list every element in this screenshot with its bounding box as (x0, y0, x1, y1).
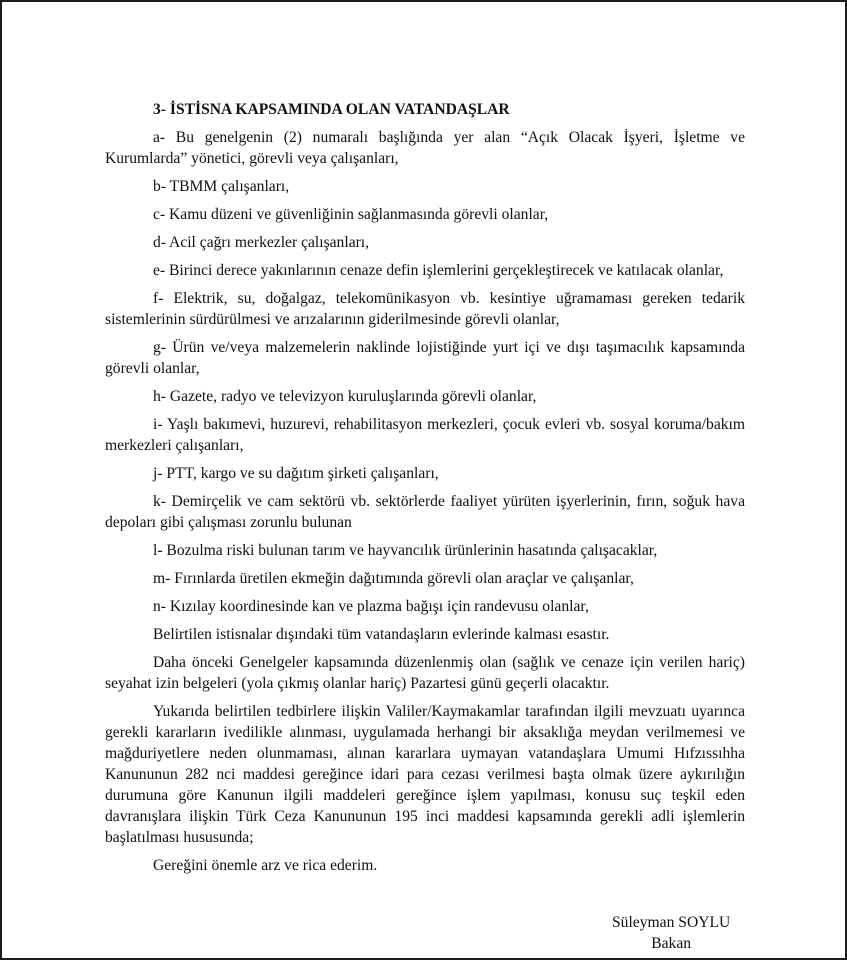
list-item-j: j- PTT, kargo ve su dağıtım şirketi çalışanları, (153, 465, 439, 482)
paragraph-exceptions-note: Belirtilen istisnalar dışındaki tüm vatandaşların evlerinde kalması esastır. (153, 626, 610, 643)
signature-title: Bakan (651, 935, 692, 952)
list-item-e: e- Birinci derece yakınlarının cenaze defin işlemlerini gerçekleştirecek ve katılacak olanlar, (153, 262, 724, 279)
list-item-k: k- Demirçelik ve cam sektörü vb. sektörlerde faaliyet yürüten işyerlerinin, fırın, soğuk hava depoları gibi çalışması zorunlu bulunan (105, 493, 745, 531)
paragraph-travel-permits: Daha önceki Genelgeler kapsamında düzenlenmiş olan (sağlık ve cenaze için verilen hariç) seyahat izin belgeleri (yola çıkmış olanlar hariç) Pazartesi günü geçerli olacaktır. (105, 654, 745, 692)
signature-block (612, 912, 730, 954)
list-item-n: n- Kızılay koordinesinde kan ve plazma bağışı için randevusu olanlar, (153, 598, 589, 615)
document-body (105, 99, 745, 883)
list-item-g: g- Ürün ve/veya malzemelerin naklinde lojistiğinde yurt içi ve dışı taşımacılık kapsamında görevli olanlar, (105, 339, 745, 377)
section-heading: 3- İSTİSNA KAPSAMINDA OLAN VATANDAŞLAR (153, 101, 510, 118)
list-item-f: f- Elektrik, su, doğalgaz, telekomünikasyon vb. kesintiye uğramaması gereken tedarik sistemlerinin sürdürülmesi ve arızalarının giderilmesinde görevli olanlar, (105, 290, 745, 328)
list-item-m: m- Fırınlarda üretilen ekmeğin dağıtımında görevli olan araçlar ve çalışanlar, (153, 570, 634, 587)
paragraph-enforcement: Yukarıda belirtilen tedbirlere ilişkin Valiler/Kaymakamlar tarafından ilgili mevzuatı uyarınca gerekli kararların ivedilikle alınması, uygulamada herhangi bir aksaklığa meydan verilmemesi ve mağduriyetlere neden olunmaması, alınan kararlara uymayan vatandaşlara Umumi Hıfzıssıhha Kanununun 282 nci maddesi gereğince idari para cezası verilmesi başta olmak üzere aykırılığın durumuna göre Kanunun ilgili maddeleri gereğince işlem yapılması, konusu suç teşkil eden davranışlara ilişkin Türk Ceza Kanununun 195 inci maddesi kapsamında gerekli adli işlemlerin başlatılması hususunda; (105, 703, 745, 846)
list-item-a: a- Bu genelgenin (2) numaralı başlığında yer alan “Açık Olacak İşyeri, İşletme ve Kurumlarda” yönetici, görevli veya çalışanları, (105, 129, 745, 167)
paragraph-closing: Gereğini önemle arz ve rica ederim. (153, 857, 378, 874)
signature-name: Süleyman SOYLU (612, 914, 731, 931)
list-item-d: d- Acil çağrı merkezler çalışanları, (153, 234, 370, 251)
list-item-l: l- Bozulma riski bulunan tarım ve hayvancılık ürünlerinin hasatında çalışacaklar, (153, 542, 658, 559)
list-item-i: i- Yaşlı bakımevi, huzurevi, rehabilitasyon merkezleri, çocuk evleri vb. sosyal koruma/bakım merkezleri çalışanları, (105, 416, 745, 454)
list-item-h: h- Gazete, radyo ve televizyon kuruluşlarında görevli olanlar, (153, 388, 537, 405)
list-item-c: c- Kamu düzeni ve güvenliğinin sağlanmasında görevli olanlar, (153, 206, 549, 223)
list-item-b: b- TBMM çalışanları, (153, 178, 290, 195)
